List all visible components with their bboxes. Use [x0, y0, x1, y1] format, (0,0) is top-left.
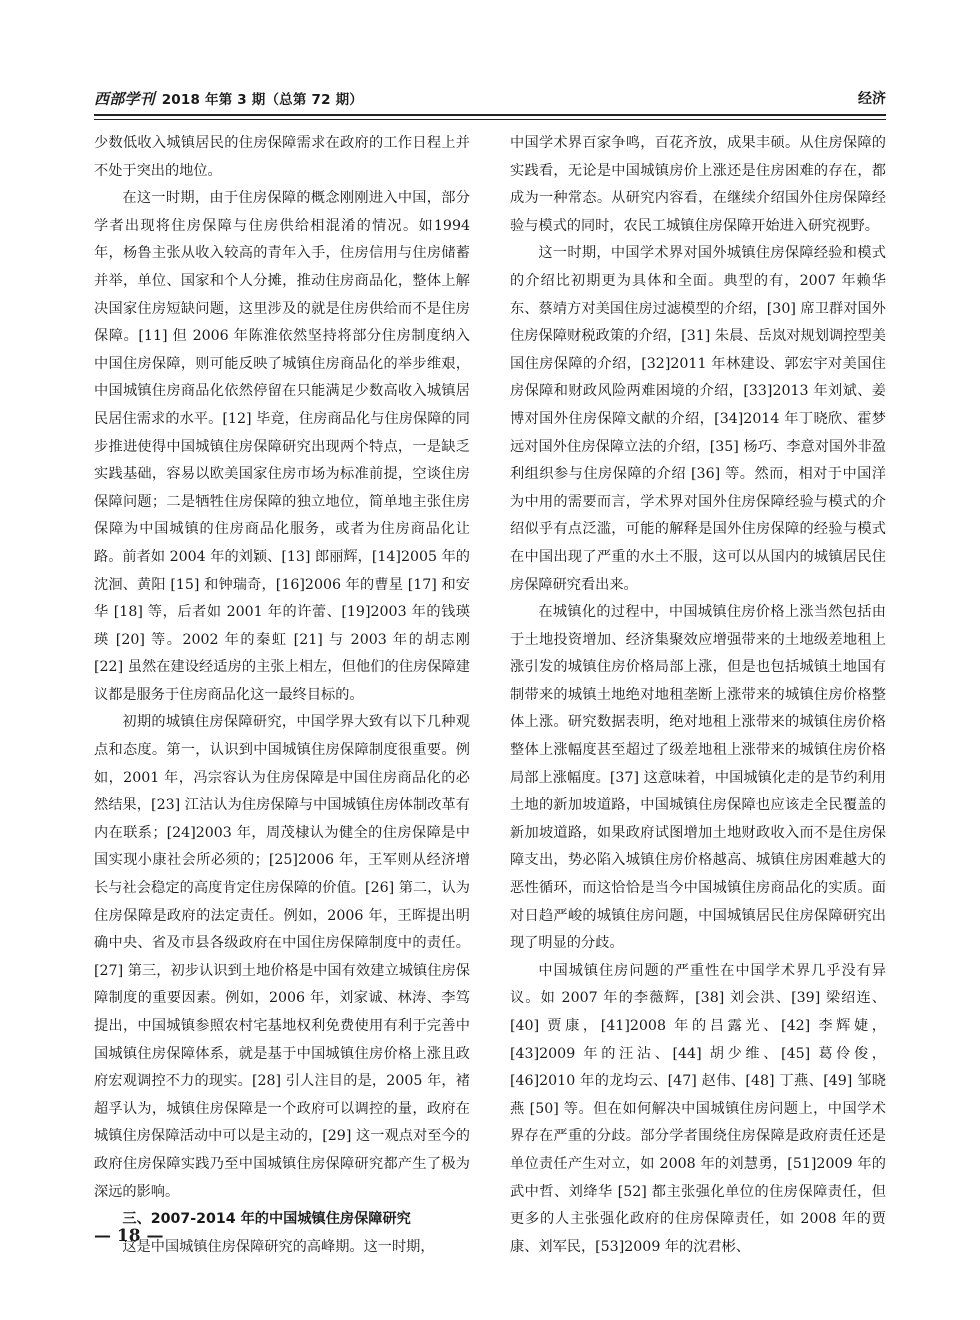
paragraph: 这一时期，中国学术界对国外城镇住房保障经验和模式的介绍比初期更为具体和全面。典型的有，2007 年赖华东、蔡靖方对美国住房过滤模型的介绍，[30] 席卫群对国外住房保障财税政策的介绍，[31] 朱晨、岳岚对规划调控型美国住房保障的介绍，[32]2011 年林建设、郭宏宇对美国住房保障和财政风险两难困境的介绍，[33]2013 年刘斌、姜博对国外住房保障文献的介绍，[34]2014 年丁晓欣、霍梦远对国外住房保障立法的介绍，[35] 杨巧、李意对国外非盈利组织参与住房保障的介绍 [36] 等。然而，相对于中国洋为中用的需要而言，学术界对国外住房保障经验与模式的介绍似乎有点泛滥，可能的解释是国外住房保障的经验与模式在中国出现了严重的水土不服，这可以从国内的城镇居民住房保障研究看出来。: [510, 245, 886, 593]
running-header: [94, 86, 886, 112]
paragraph: 中国学术界百家争鸣，百花齐放，成果丰硕。从住房保障的实践看，无论是中国城镇房价上涨还是住房困难的存在，都成为一种常态。从研究内容看，在继续介绍国外住房保障经验与模式的同时，农民工城镇住房保障开始进入研究视野。: [510, 135, 886, 234]
right-column: [510, 130, 886, 1261]
page-number: — 18 —: [94, 1226, 164, 1246]
paragraph: 在城镇化的过程中，中国城镇住房价格上涨当然包括由于土地投资增加、经济集聚效应增强带来的土地级差地租上涨引发的城镇住房价格局部上涨，但是也包括城镇土地国有制带来的城镇土地绝对地租垄断上涨带来的城镇住房价格整体上涨。研究数据表明，绝对地租上涨带来的城镇住房价格整体上涨幅度甚至超过了级差地租上涨带来的城镇住房价格局部上涨幅度。[37] 这意味着，中国城镇化走的是节约利用土地的新加坡道路，中国城镇住房保障也应该走全民覆盖的新加坡道路，如果政府试图增加土地财政收入而不是住房保障支出，势必陷入城镇住房价格越高、城镇住房困难越大的恶性循环，而这恰恰是当今中国城镇住房商品化的实质。面对日趋严峻的城镇住房问题，中国城镇居民住房保障研究出现了明显的分歧。: [510, 604, 886, 952]
header-rule-thick: [94, 114, 886, 116]
journal-info: [94, 88, 363, 109]
header-rule-thin: [94, 119, 886, 120]
section-label: 经济: [858, 91, 886, 107]
paragraph: 初期的城镇住房保障研究，中国学界大致有以下几种观点和态度。第一，认识到中国城镇住房保障制度很重要。例如，2001 年，冯宗容认为住房保障是中国住房商品化的必然结果，[23] 江沽认为住房保障与中国城镇住房体制改革有内在联系；[24]2003 年，周茂棣认为健全的住房保障是中国实现小康社会所必须的；[25]2006 年，王军则从经济增长与社会稳定的高度肯定住房保障的价值。[26] 第二，认为住房保障是政府的法定责任。例如，2006 年，王晖提出明确中央、省及市县各级政府在中国住房保障制度中的责任。[27] 第三，初步认识到土地价格是中国有效建立城镇住房保障制度的重要因素。例如，2006 年，刘家诚、林涛、李笃提出，中国城镇参照农村宅基地权利免费使用有利于完善中国城镇住房保障体系，就是基于中国城镇住房价格上涨且政府宏观调控不力的现实。[28] 引人注目的是，2005 年，褚超孚认为，城镇住房保障是一个政府可以调控的量，政府在城镇住房保障活动中可以是主动的，[29] 这一观点对至今的政府住房保障实践乃至中国城镇住房保障研究都产生了极为深远的影响。: [94, 714, 470, 1200]
paragraph: 在这一时期，由于住房保障的概念刚刚进入中国，部分学者出现将住房保障与住房供给相混淆的情况。如1994 年，杨鲁主张从收入较高的青年入手，住房信用与住房储蓄并举，单位、国家和个人分摊，推动住房商品化，整体上解决国家住房短缺问题，这里涉及的就是住房供给而不是住房保障。[11] 但 2006 年陈淮依然坚持将部分住房制度纳入中国住房保障，则可能反映了城镇住房商品化的举步维艰，中国城镇住房商品化依然停留在只能满足少数高收入城镇居民居住需求的水平。[12] 毕竟，住房商品化与住房保障的同步推进使得中国城镇住房保障研究出现两个特点，一是缺乏实践基础，容易以欧美国家住房市场为标准前提，空谈住房保障问题；二是牺牲住房保障的独立地位，简单地主张住房保障为中国城镇的住房商品化服务，或者为住房商品化让路。前者如 2004 年的刘颖、[13] 郎丽辉，[14]2005 年的沈洄、黄阳 [15] 和钟瑞奇，[16]2006 年的曹星 [17] 和安华 [18] 等，后者如 2001 年的许蕾、[19]2003 年的钱瑛瑛 [20] 等。2002 年的秦虹 [21] 与 2003 年的胡志刚 [22] 虽然在建设经适房的主张上相左，但他们的住房保障建议都是服务于住房商品化这一最终目标的。: [94, 190, 470, 703]
paragraph: 中国城镇住房问题的严重性在中国学术界几乎没有异议。如 2007 年的李薇辉，[38] 刘会洪、[39] 梁绍连、[40] 贾康，[41]2008 年的吕露光、[42] 李辉婕，[43]2009 年的汪沾、[44] 胡少维、[45] 葛伶俊，[46]2010 年的龙均云、[47] 赵伟、[48] 丁燕、[49] 邹晓燕 [50] 等。但在如何解决中国城镇住房问题上，中国学术界存在严重的分歧。部分学者围绕住房保障是政府责任还是单位责任产生对立，如 2008 年的刘慧勇，[51]2009 年的武中哲、刘绛华 [52] 都主张强化单位的住房保障责任，但更多的人主张强化政府的住房保障责任，如 2008 年的贾康、刘军民，[53]2009 年的沈君彬、: [510, 962, 886, 1255]
paragraph: 这是中国城镇住房保障研究的高峰期。这一时期，: [122, 1238, 435, 1255]
paragraph: 少数低收入城镇居民的住房保障需求在政府的工作日程上并不处于突出的地位。: [94, 135, 470, 179]
journal-name: 西部学刊: [94, 90, 155, 108]
journal-issue: 2018 年第 3 期（总第 72 期）: [161, 92, 363, 108]
section-heading: 三、2007-2014 年的中国城镇住房保障研究: [122, 1211, 411, 1228]
left-column: [94, 130, 470, 1261]
